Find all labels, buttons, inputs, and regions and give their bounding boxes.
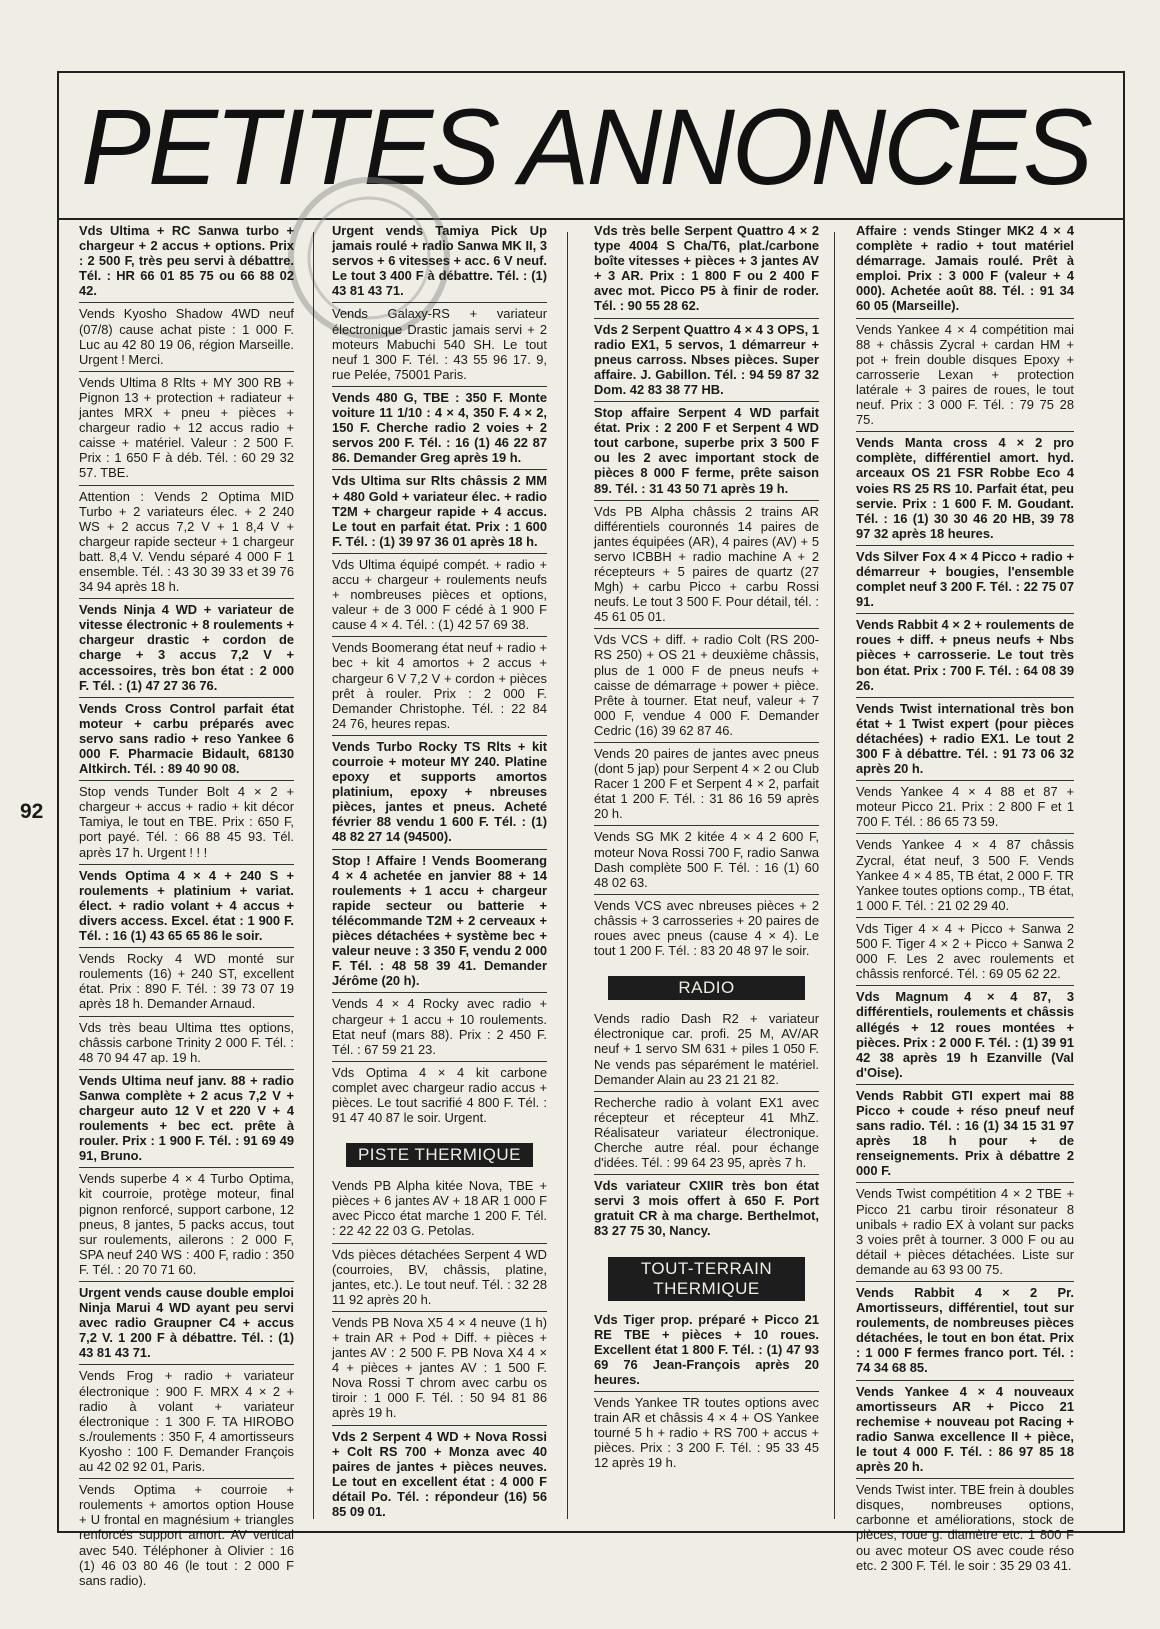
classified-ad: Vds 2 Serpent 4 WD + Nova Rossi + Colt RS 700 + Monza avec 40 paires de jantes + pièces neuves. Le tout en excellent état : 4 000 F détail Po. Tél. : répondeur (16) 56 85 09 01. [332, 1428, 547, 1520]
classified-ad: Vends 20 paires de jantes avec pneus (dont 5 jap) pour Serpent 4 × 2 ou Club Racer 1 200 F et Serpent 4 × 2, parfait état 1 200 F. Tél. : 31 86 16 59 après 20 h. [594, 743, 819, 826]
column-4 [856, 220, 1074, 1573]
column-1 [79, 220, 294, 1588]
classified-ad: Vends Rabbit GTI expert mai 88 Picco + coude + réso pneuf neuf sans radio. Tél. : 16 (1) 34 15 31 97 après 18 h pour + de renseignements. Prix à débattre 2 000 F. [856, 1085, 1074, 1184]
classified-ad: Urgent vends cause double emploi Ninja Marui 4 WD ayant peu servi avec radio Graupner C4 + accus 7,2 V. 1 200 F à débattre. Tél. : (1) 43 81 43 71. [79, 1282, 294, 1365]
classified-ad: Vends Frog + radio + variateur électronique : 900 F. MRX 4 × 2 + radio à volant + variateur électronique : 1 300 F. TA HIROBO s./roulements : 350 F, 4 amortisseurs Kyosho : 100 F. Demander François au 42 02 92 01, Paris. [79, 1365, 294, 1479]
classified-ad: Stop affaire Serpent 4 WD parfait état. Prix : 2 200 F et Serpent 4 WD tout carbone, superbe prix 3 500 F ou les 2 avec important stock de pièces 8 000 F ferme, prête saison 89. Tél. : 31 43 50 71 après 19 h. [594, 402, 819, 501]
classified-ad: Vends Boomerang état neuf + radio + bec + kit 4 amortos + 2 accus + chargeur 6 V 7,2 V + cordon + pièces prêt à rouler. Prix : 2 000 F. Demander Christophe. Tél. : 22 84 24 76, heures repas. [332, 637, 547, 736]
classified-ad: Vds 2 Serpent Quattro 4 × 4 3 OPS, 1 radio EX1, 5 servos, 1 démarreur + pneus carross. Nbses pièces. Super affaire. J. Gabillon. Tél. : 94 59 87 32 Dom. 42 83 38 77 HB. [594, 319, 819, 402]
classified-ad: Stop vends Tunder Bolt 4 × 2 + chargeur + accus + radio + kit décor Tamiya, le tout en TBE. Prix : 650 F, port payé. Tél. : 66 88 45 93. Tél. après 17 h. Urgent ! ! ! [79, 781, 294, 864]
classified-ad: Vends Yankee 4 × 4 nouveaux amortisseurs AR + Picco 21 rechemise + nouveau pot Racing + radio Sanwa excellence II + pièce, le tout 4 000 F. Tél. : 86 97 85 18 après 20 h. [856, 1381, 1074, 1480]
classified-ad: Vends Ninja 4 WD + variateur de vitesse électronic + 8 roulements + chargeur drastic + cordon de charge + 3 accus 7,2 V + accessoires, très bon état : 2 000 F. Tél. : (1) 47 27 36 76. [79, 599, 294, 698]
classified-ad: Vends 480 G, TBE : 350 F. Monte voiture 11 1/10 : 4 × 4, 350 F. 4 × 2, 150 F. Cherche radio 2 voies + 2 servos 200 F. Tél. : 16 (1) 46 22 87 86. Demander Greg après 19 h. [332, 387, 547, 470]
page-title: PETITES ANNONCES [81, 86, 1090, 207]
classified-ad: Vends superbe 4 × 4 Turbo Optima, kit courroie, protège moteur, final pignon renforcé, support carbone, 12 pneus, 8 jantes, 5 packs accus, tout sur roulements, ailerons : 2 000 F, SPA neuf 240 WS : 400 F, radio : 350 F. Tél. : 20 70 71 60. [79, 1168, 294, 1282]
classified-ad: Vends Ultima 8 Rlts + MY 300 RB + Pignon 13 + protection + radiateur + jantes MRX + pneu + pièces + chargeur radio + 12 accus radio + caisse + matériel. Valeur : 2 500 F. Prix : 1 650 F à déb. Tél. : 60 29 32 57. TBE. [79, 372, 294, 486]
classified-ad: Vends Yankee 4 × 4 87 châssis Zycral, état neuf, 3 500 F. Vends Yankee 4 × 4 85, TB état, 2 000 F. TR Yankee toutes options comp., TB état, 1 000 F. Tél. : 21 02 29 40. [856, 834, 1074, 917]
classified-ad: Vends Ultima neuf janv. 88 + radio Sanwa complète + 2 acus 7,2 V + chargeur auto 12 V et 220 V + 4 roulements + bec ect. prête à rouler. Prix : 1 900 F. Tél. : 91 69 49 91, Bruno. [79, 1070, 294, 1169]
classified-ad: Vends Twist compétition 4 × 2 TBE + Picco 21 carbu tiroir résonateur 8 unibals + radio EX à volant sur packs 3 voies prêt à tourner. 3 000 F ou au détail + pièces détachées. Liste sur demande au 63 93 00 75. [856, 1183, 1074, 1282]
classified-ad: Vds VCS + diff. + radio Colt (RS 200-RS 250) + OS 21 + deuxième châssis, plus de 1 000 F de pneus neufs + caisse de démarrage + power + pièce. Prête à tourner. Etat neuf, valeur + 7 000 F, vendue 4 000 F. Demander Cedric (16) 39 62 87 46. [594, 629, 819, 743]
classified-ad: Stop ! Affaire ! Vends Boomerang 4 × 4 achetée en janvier 88 + 14 roulements + 1 accu + chargeur rapide secteur ou batterie + télécommande T2M + 2 cerveaux + pièces détachées + système bec + valeur neuve : 3 350 F, vendu 2 000 F. Tél. : 48 58 39 41. Demander Jérôme (20 h). [332, 850, 547, 994]
classified-ad: Vends Twist inter. TBE frein à doubles disques, nombreuses options, carbonne et améliorations, stock de pièces, roue g. diamètre etc. 1 800 F ou avec moteur OS avec coude réso etc. 2 300 F. Tél. le soir : 35 29 03 41. [856, 1482, 1074, 1573]
classified-ad: Vends Yankee TR toutes options avec train AR et châssis 4 × 4 + OS Yankee tourné 5 h + radio + RS 700 + accus + pièces. Prix : 3 200 F. Tél. : 95 33 45 12 après 19 h. [594, 1395, 819, 1471]
classified-ad: Vends Optima 4 × 4 + 240 S + roulements + platinium + variat. élect. + radio volant + 4 accus + divers access. Excel. état : 1 900 F. Tél. : 16 (1) 43 65 65 86 le soir. [79, 865, 294, 948]
classified-ad: Vds très belle Serpent Quattro 4 × 2 type 4004 S Cha/T6, plat./carbone boîte vitesses + pièces + 3 jantes AV + 3 AR. Prix : 1 800 F ou 2 400 F avec mot. Picco P5 à finir de roder. Tél. : 90 55 28 62. [594, 220, 819, 319]
section-heading: PISTE THERMIQUE [346, 1143, 533, 1167]
classified-ad: Vds Silver Fox 4 × 4 Picco + radio + démarreur + bougies, l'ensemble complet neuf 3 200 F. Tél. : 22 75 07 91. [856, 546, 1074, 614]
section-heading: TOUT-TERRAIN THERMIQUE [608, 1257, 805, 1301]
classifieds-frame [57, 71, 1125, 1588]
classified-ad: Vends Rocky 4 WD monté sur roulements (16) + 240 ST, excellent état. Prix : 890 F. Tél. : 39 73 07 19 après 18 h. Demander Arnaud. [79, 948, 294, 1016]
classified-ad: Recherche radio à volant EX1 avec récepteur et récepteur 41 MhZ. Réalisateur variateur électronique. Cherche autre réal. pour échange d'idées. Tél. : 99 64 23 95, après 7 h. [594, 1092, 819, 1175]
classified-ad: Vends Turbo Rocky TS Rlts + kit courroie + moteur MY 240. Platine epoxy et supports amortos platinium, epoxy + nbreuses pièces, jantes et pneus. Acheté février 88 vendu 1 600 F. Tél. : (1) 48 82 27 14 (94500). [332, 736, 547, 850]
columns [59, 220, 1123, 1588]
classified-ad: Affaire : vends Stinger MK2 4 × 4 complète + radio + tout matériel démarrage. Jamais roulé. Prêt à emploi. Prix : 3 000 F (valeur + 4 000). Achetée août 88. Tél. : 91 34 60 05 (Marseille). [856, 220, 1074, 319]
classified-ad: Vends VCS avec nbreuses pièces + 2 châssis + 3 carrosseries + 20 paires de roues avec pneus (cause 4 × 4). Le tout 1 200 F. Tél. : 83 20 48 97 le soir. [594, 897, 819, 959]
classified-ad: Vends Optima + courroie + roulements + amortos option House + U frontal en magnésium + triangles renforcés support amort. AV vertical avec 540. Téléphoner à Olivier : 16 (1) 46 03 80 46 (le tout : 2 000 F sans radio). [79, 1482, 294, 1588]
classified-ad: Vends Rabbit 4 × 2 Pr. Amortisseurs, différentiel, tout sur roulements, de nombreuses pièces détachées, le tout en bon état. Prix : 1 000 F fermes franco port. Tél. : 74 34 68 85. [856, 1282, 1074, 1381]
classified-ad: Vends Galaxy-RS + variateur électronique Drastic jamais servi + 2 moteurs Mabuchi 540 SH. Le tout neuf 1 300 F. Tél. : 43 55 96 17. 9, rue Pelée, 75001 Paris. [332, 303, 547, 386]
column-3 [594, 220, 819, 1531]
classified-ad: Vends PB Nova X5 4 × 4 neuve (1 h) + train AR + Pod + Diff. + pièces + jantes AV : 2 500 F. PB Nova X4 4 × 4 + pièces + jantes AV : 1 500 F. Nova Rossi T chrom avec carbu os tiroir : 1 000 F. Tél. : 50 94 81 86 après 19 h. [332, 1312, 547, 1426]
classified-ad: Vds Ultima + RC Sanwa turbo + chargeur + 2 accus + options. Prix : 2 500 F, très peu servi à débattre. Tél. : HR 66 01 85 75 ou 66 88 02 42. [79, 220, 294, 303]
classified-ad: Vends PB Alpha kitée Nova, TBE + pièces + 6 jantes AV + 18 AR 1 000 F avec Picco état marche 1 200 F. Tél. : 22 42 22 03 G. Petolas. [332, 1175, 547, 1243]
classified-ad: Vends 4 × 4 Rocky avec radio + chargeur + 1 accu + 10 roulements. Etat neuf (mars 88). Prix : 2 450 F. Tél. : 67 59 21 23. [332, 993, 547, 1061]
classified-ad: Vends Kyosho Shadow 4WD neuf (07/8) cause achat piste : 1 000 F. Luc au 42 80 19 06, région Marseille. Urgent ! Merci. [79, 303, 294, 371]
classified-ad: Vds très beau Ultima ttes options, châssis carbone Trinity 2 000 F. Tél. : 48 70 94 47 ap. 19 h. [79, 1017, 294, 1070]
classified-ad: Vends Yankee 4 × 4 compétition mai 88 + châssis Zycral + cardan HM + pot + frein double disques Epoxy + carrosserie Lexan + protection latérale + 3 paires de roues, le tout neuf. Prix : 3 000 F. Tél. : 79 75 28 75. [856, 319, 1074, 433]
classified-ad: Vds pièces détachées Serpent 4 WD (courroies, BV, châssis, platine, jantes, etc.). Le tout neuf. Tél. : 32 28 11 92 après 20 h. [332, 1244, 547, 1312]
classified-ad: Vends Twist international très bon état + 1 Twist expert (pour pièces détachées) + radio EX1. Le tout 2 300 F à débattre. Tél. : 91 73 06 32 après 20 h. [856, 698, 1074, 781]
classified-ad: Vds Ultima sur Rlts châssis 2 MM + 480 Gold + variateur élec. + radio T2M + chargeur rapide + 4 accus. Le tout en parfait état. Prix : 1 600 F. Tél. : (1) 39 97 36 01 après 18 h. [332, 470, 547, 553]
classified-ad: Vds Optima 4 × 4 kit carbone complet avec chargeur radio accus + pièces. Le tout sacrifié 4 800 F. Tél. : 91 47 40 87 le soir. Urgent. [332, 1064, 547, 1126]
classified-ad: Vends Yankee 4 × 4 88 et 87 + moteur Picco 21. Prix : 2 800 F et 1 700 F. Tél. : 86 65 73 59. [856, 781, 1074, 834]
classified-ad: Vds PB Alpha châssis 2 trains AR différentiels couronnés 14 paires de jantes équipées (AR), 4 paires (AV) + 5 servo ICBBH + radio machine A + 2 récepteurs + 5 paires de quartz (27 Mgh) + carbu Picco + carbu Rossi neufs. Le tout 3 500 F. Pour détail, tél. : 45 61 05 01. [594, 501, 819, 630]
column-divider [834, 232, 835, 1519]
classified-ad: Vds Magnum 4 × 4 87, 3 différentiels, roulements et châssis allégés + 12 roues montées + pièces. Prix : 2 000 F. Tél. : (1) 39 91 42 38 après 19 h Ezanville (Val d'Oise). [856, 986, 1074, 1085]
column-2 [332, 220, 547, 1531]
classified-ad: Vends Cross Control parfait état moteur + carbu préparés avec servo sans radio + reso Yankee 6 000 F. Pharmacie Bidault, 68130 Altkirch. Tél. : 89 40 90 08. [79, 698, 294, 781]
column-divider [567, 232, 568, 1519]
page-number: 92 [20, 800, 44, 823]
column-divider [313, 232, 314, 1519]
classified-ad: Vends Rabbit 4 × 2 + roulements de roues + diff. + pneus neufs + Nbs pièces + carrosserie. Le tout très bon état. Prix : 700 F. Tél. : 64 08 39 26. [856, 614, 1074, 697]
classified-ad: Vends Manta cross 4 × 2 pro complète, différentiel amort. hyd. arceaux OS 21 FSR Robbe Eco 4 voies RS 25 RS 10. Parfait état, peu servie. Prix : 1 600 F. M. Goudant. Tél. : 16 (1) 30 30 46 20 HB, 39 78 97 32 après 18 heures. [856, 432, 1074, 546]
classified-ad: Vds Tiger 4 × 4 + Picco + Sanwa 2 500 F. Tiger 4 × 2 + Picco + Sanwa 2 000 F. Les 2 avec roulements et châssis renforcé. Tél. : 69 05 62 22. [856, 918, 1074, 986]
classified-ad: Attention : Vends 2 Optima MID Turbo + 2 variateurs élec. + 2 240 WS + 2 accus 7,2 V + 1 8,4 V + chargeur rapide secteur + 1 chargeur batt. 8,4 V. Vendu séparé 4 000 F 1 ensemble. Tél. : 43 30 39 33 et 39 76 34 94 après 18 h. [79, 486, 294, 600]
classified-ad: Vds Tiger prop. préparé + Picco 21 RE TBE + pièces + 10 roues. Excellent état 1 800 F. Tél. : (1) 47 93 69 76 Jean-François après 20 heures. [594, 1309, 819, 1392]
header [59, 73, 1123, 220]
classified-ad: Vends SG MK 2 kitée 4 × 4 2 600 F, moteur Nova Rossi 700 F, radio Sanwa Dash complète 500 F. Tél. : 16 (1) 60 48 02 63. [594, 826, 819, 894]
section-heading: RADIO [608, 976, 805, 1000]
classified-ad: Vds variateur CXIIR très bon état servi 3 mois offert à 650 F. Port gratuit CR à ma charge. Berthelmot, 83 27 75 30, Nancy. [594, 1178, 819, 1239]
classified-ad: Vds Ultima équipé compét. + radio + accu + chargeur + roulements neufs + nombreuses pièces et options, valeur + de 3 000 F cédé à 1 900 F cause 4 × 4. Tél. : (1) 42 57 69 38. [332, 554, 547, 637]
classified-ad: Urgent vends Tamiya Pick Up jamais roulé + radio Sanwa MK II, 3 servos + 6 vitesses + acc. 6 V neuf. Le tout 3 400 F à débattre. Tél. : (1) 43 81 43 71. [332, 220, 547, 303]
classified-ad: Vends radio Dash R2 + variateur électronique car. profi. 25 M, AV/AR neuf + 1 servo SM 631 + piles 1 050 F. Ne vends pas séparément le matériel. Demander Alain au 23 21 21 82. [594, 1008, 819, 1091]
